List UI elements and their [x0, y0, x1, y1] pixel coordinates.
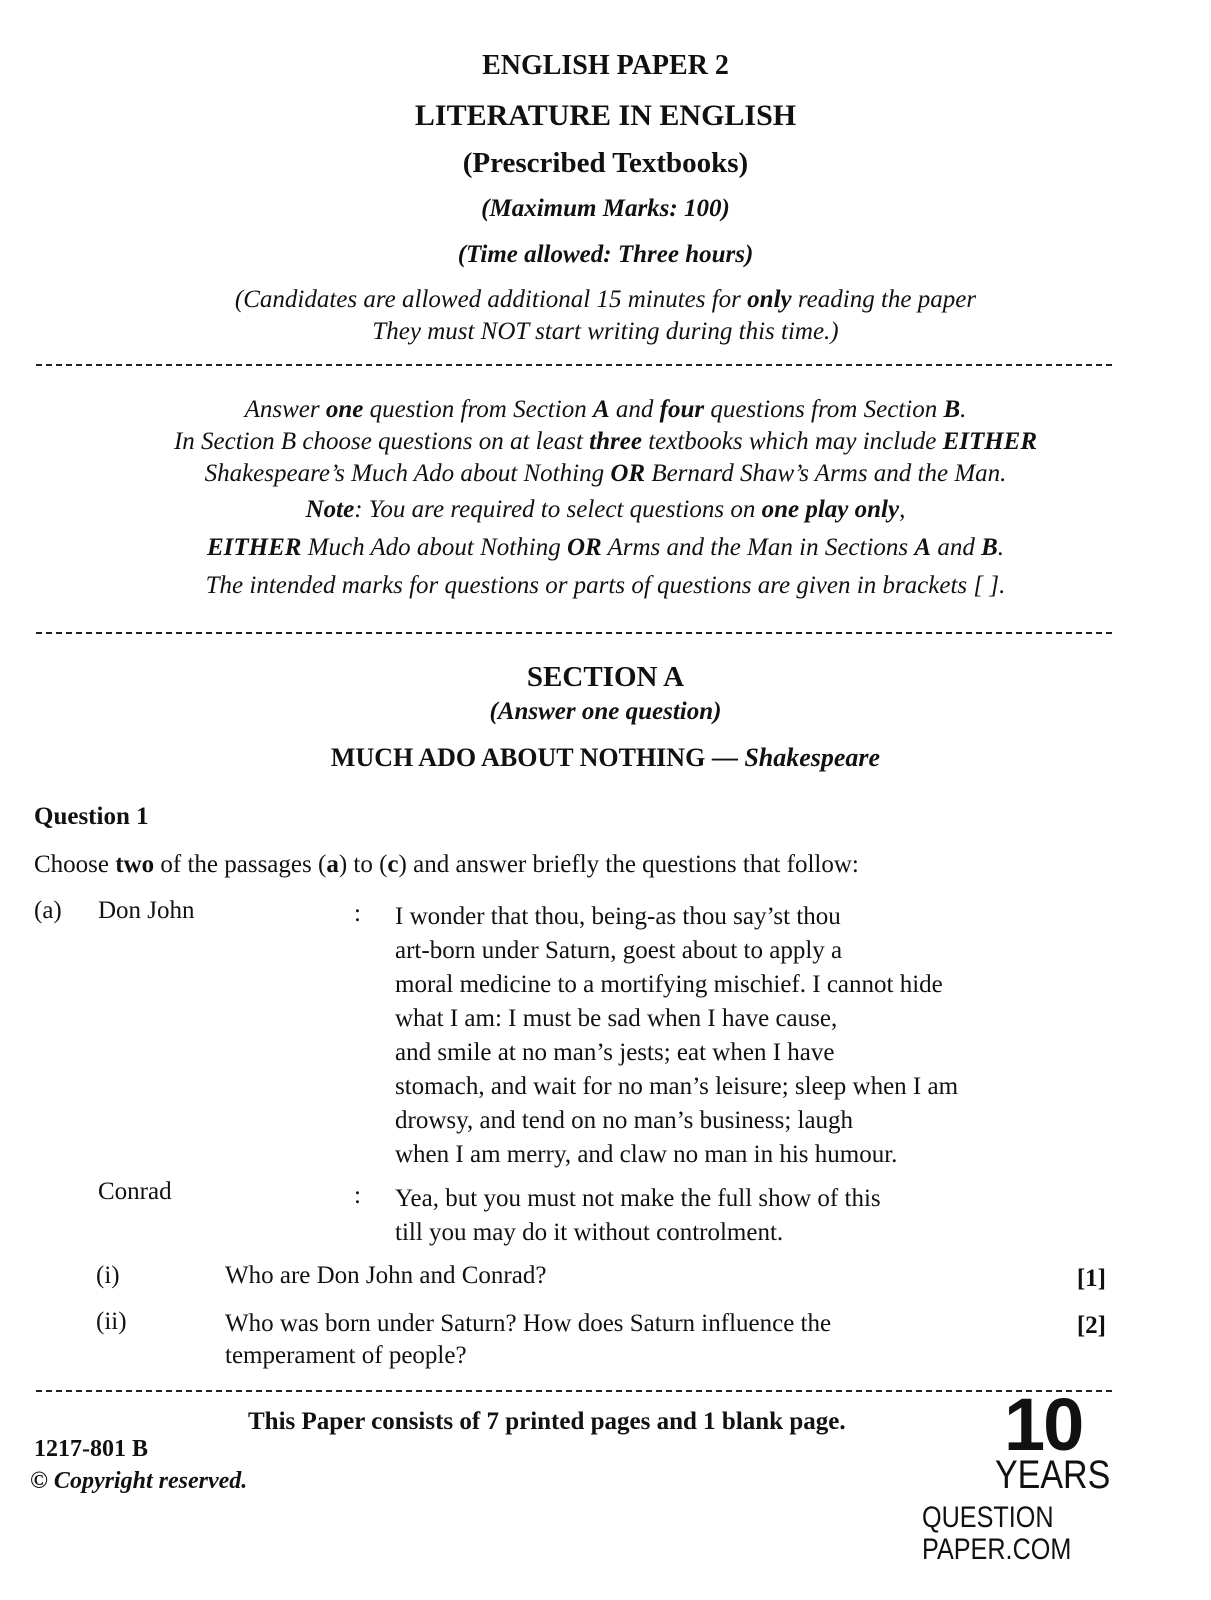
speech-line: stomach, and wait for no man’s leisure; sleep when I am — [395, 1073, 959, 1100]
paper-subject: LITERATURE IN ENGLISH — [414, 99, 797, 132]
watermark-number: 10 — [1004, 1383, 1083, 1466]
max-marks: (Maximum Marks: 100) — [481, 195, 730, 222]
divider — [36, 1390, 1112, 1392]
conrad-speech — [395, 1182, 881, 1250]
question-label: Question 1 — [34, 803, 149, 830]
speech-line: I wonder that thou, being-as thou say’st thou — [395, 903, 841, 930]
instruction-marks-note: The intended marks for questions or parts of questions are given in brackets [ ]. — [205, 572, 1006, 599]
paper-title: ENGLISH PAPER 2 — [482, 50, 729, 81]
subquestion-label: (i) — [96, 1262, 120, 1289]
section-title: SECTION A — [526, 661, 685, 693]
subquestion-text: Who are Don John and Conrad? — [225, 1262, 547, 1289]
section-subtitle: (Answer one question) — [489, 698, 722, 725]
reading-time-note-2: They must NOT start writing during this time.) — [372, 318, 839, 345]
instruction-line-1: Answer one question from Section A and four questions from Section B. — [244, 396, 967, 423]
question-intro: Choose two of the passages (a) to (c) and answer briefly the questions that follow: — [34, 851, 859, 878]
speech-line: what I am: I must be sad when I have cause, — [395, 1005, 838, 1032]
speaker-colon: : — [354, 1182, 361, 1209]
speech-line: moral medicine to a mortifying mischief. I cannot hide — [395, 971, 943, 998]
speaker-colon: : — [354, 900, 361, 927]
subquestion-text: Who was born under Saturn? How does Saturn influence the temperament of people? — [225, 1310, 832, 1369]
paper-code: 1217-801 B — [34, 1436, 148, 1462]
speech-line: art-born under Saturn, goest about to apply a — [395, 937, 843, 964]
play-heading: MUCH ADO ABOUT NOTHING — Shakespeare — [330, 743, 881, 772]
divider — [36, 364, 1112, 366]
subquestion-label: (ii) — [96, 1308, 127, 1335]
instruction-note: Note: You are required to select questions on one play only, — [305, 496, 906, 523]
time-allowed: (Time allowed: Three hours) — [457, 241, 754, 268]
instruction-line-5: EITHER Much Ado about Nothing OR Arms and the Man in Sections A and B. — [206, 534, 1005, 561]
paper-subtitle: (Prescribed Textbooks) — [462, 147, 749, 179]
watermark-site: QUESTION PAPER.COM — [922, 1501, 1072, 1566]
speaker-conrad: Conrad — [98, 1178, 172, 1205]
divider — [36, 632, 1112, 634]
reading-time-note-1: (Candidates are allowed additional 15 minutes for only reading the paper — [234, 286, 977, 313]
speech-line: and smile at no man’s jests; eat when I have — [395, 1039, 835, 1066]
pages-note: This Paper consists of 7 printed pages and 1 blank page. — [248, 1408, 846, 1435]
speech-line: when I am merry, and claw no man in his humour. — [395, 1141, 898, 1168]
copyright-notice: © Copyright reserved. — [30, 1468, 248, 1494]
marks-badge: [1] — [1076, 1265, 1106, 1292]
watermark-word: YEARS — [995, 1453, 1111, 1497]
speech-line: Yea, but you must not make the full show of this — [395, 1185, 881, 1212]
part-label: (a) — [34, 897, 62, 924]
speaker-don-john: Don John — [98, 897, 195, 924]
don-john-speech — [395, 900, 958, 1172]
speech-line: drowsy, and tend on no man’s business; laugh — [395, 1107, 854, 1134]
instruction-line-2: In Section B choose questions on at least three textbooks which may include EITHER — [173, 428, 1038, 455]
speech-line: till you may do it without controlment. — [395, 1219, 784, 1246]
marks-badge: [2] — [1076, 1312, 1106, 1339]
instruction-line-3: Shakespeare’s Much Ado about Nothing OR Bernard Shaw’s Arms and the Man. — [204, 460, 1007, 487]
